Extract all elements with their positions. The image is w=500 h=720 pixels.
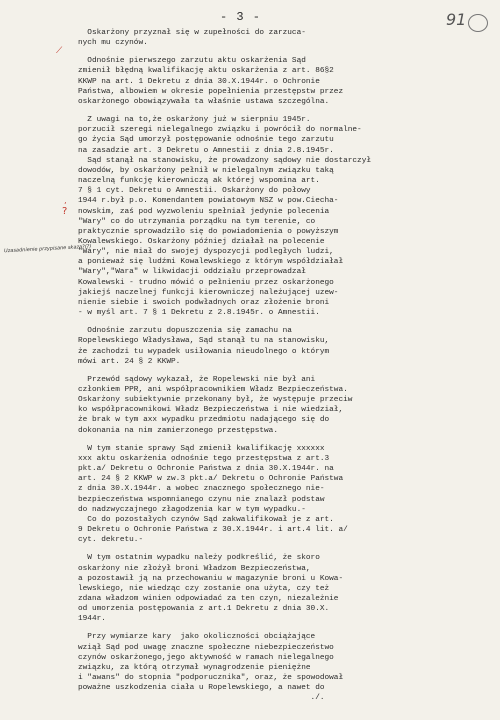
- text-line: Przewód sądowy wykazał, że Ropelewski nie był ani: [78, 375, 316, 384]
- paragraph: [78, 632, 490, 703]
- paragraph: [78, 444, 490, 546]
- paragraph: [78, 28, 490, 48]
- text-line: praktycznie sprowadziło się do powiadomienia o powyższym: [78, 227, 339, 236]
- paragraph: [78, 553, 490, 624]
- text-line: czynów oskarżonego,jego aktywność w ramach nielegalnego: [78, 653, 334, 662]
- text-line: 1944 r.był p.o. Komendantem powiatowym NSZ w pow.Ciecha-: [78, 197, 339, 206]
- text-line: dokonania na nim zamierzonego przestępstwa.: [78, 426, 278, 435]
- text-line: Co do pozostałych czynów Sąd zakwalifikował je z art.: [78, 515, 334, 524]
- text-line: "Wary", nie miał do swojej dyspozycji podległych ludzi,: [78, 248, 334, 257]
- text-line: W tym stanie sprawy Sąd zmienił kwalifikację xxxxxx: [78, 444, 325, 453]
- text-line: 1944r.: [78, 615, 106, 624]
- text-line: oskarżonego obowiązywała ta właśnie ustawa szczególna.: [78, 97, 330, 106]
- handwritten-margin-note: Uzasadnienie przypisane skaza?(?): [3, 243, 92, 255]
- paragraph: [78, 375, 490, 436]
- text-line: a ponieważ się ludźmi Kowalewskiego z którym współdziałał: [78, 258, 344, 267]
- text-line: od umorzenia postępowania z art.1 Dekretu z dnia 30.X.: [78, 605, 330, 614]
- page-number: - 3 -: [220, 10, 262, 24]
- text-line: mówi art. 24 § 2 KKWP.: [78, 357, 181, 366]
- paragraph: [78, 326, 490, 367]
- text-line: 9 Dekretu o Ochronie Państwa z 30.X.1944r. i art.4 lit. a/: [78, 526, 348, 535]
- text-line: na zasadzie art. 3 Dekretu o Amnestii z dnia 2.8.1945r.: [78, 146, 334, 155]
- text-line: naczelną funkcję kierowniczą ak której wspomina art.: [78, 177, 320, 186]
- text-line: Przy wymiarze kary jako okoliczności obciążające: [78, 633, 316, 642]
- text-line: że zachodzi tu wypadek usiłowania nieudolnego o którym: [78, 347, 330, 356]
- text-line: nienie siebie i swoich podwładnych oraz złożenie broni: [78, 298, 330, 307]
- red-pencil-mark: ?: [62, 206, 68, 217]
- text-line: członkiem PPR, ani współpracownikiem Władz Bezpieczeństwa.: [78, 386, 348, 394]
- text-line: z dnia 30.X.1944r. a wobec znacznego społecznego nie-: [78, 485, 325, 494]
- text-line: cyt. dekretu.-: [78, 536, 144, 545]
- text-line: Oskarżony subiektywnie przekonany był, że występuje przeciw: [78, 396, 353, 405]
- typed-text-body: [78, 28, 490, 712]
- text-line: xxx aktu oskarżenia odnośnie tego przestępstwa z art.3: [78, 454, 330, 463]
- text-line: Sąd stanął na stanowisku, że prowadzony sądowy nie dostarczył: [78, 156, 371, 165]
- text-line: jakiejś naczelnej funkcji kierowniczej należującej uzew-: [78, 288, 339, 297]
- paragraph: [78, 56, 490, 107]
- text-line: lewskiego, nie wiedząc czy zostanie ona użyta, czy też: [78, 584, 330, 593]
- text-line: związku, za którą otrzymał wynagrodzenie pieniężne: [78, 663, 311, 672]
- text-line: bezpieczeństwa wspomnianego czynu nie znalazł podstaw: [78, 495, 325, 504]
- text-line: a pozostawił ją na przechowaniu w magazynie broni u Kowa-: [78, 574, 344, 583]
- paragraph: [78, 115, 490, 318]
- text-line: art. 24 § 2 KKWP w zw.3 pkt.a/ Dekretu o Ochronie Państwa: [78, 475, 344, 484]
- text-line: "Wary","Wara" w likwidacji oddziału przeprowadzał: [78, 268, 306, 277]
- text-line: nych mu czynów.: [78, 39, 148, 48]
- text-line: ko współpracownikowi Władz Bezpieczeństwa i nie wiedział,: [78, 406, 344, 415]
- text-line: "Wary" co do utrzymania porządku na tym terenie, co: [78, 217, 316, 226]
- text-line: Państwa, albowiem w okresie popełnienia przestępstw przez: [78, 87, 344, 96]
- text-line: zdana władzom winien odpowiadać za ten czyn, niezależnie: [78, 594, 339, 603]
- red-pencil-mark: ⟋: [56, 46, 63, 56]
- text-line: W tym ostatnim wypadku należy podkreślić, że skoro: [78, 554, 320, 563]
- text-line: - w myśl art. 7 § 1 Dekretu z 2.8.1945r. o Amnestii.: [78, 309, 320, 318]
- text-line: poważne uszkodzenia ciała u Ropelewskiego, a nawet do: [78, 684, 325, 693]
- text-line: porzucił szeregi nielegalnego związku i powrócił do normalne-: [78, 126, 362, 135]
- text-line: Odnośnie zarzutu dopuszczenia się zamachu na: [78, 327, 292, 336]
- text-line: Odnośnie pierwszego zarzutu aktu oskarżenia Sąd: [78, 57, 306, 66]
- text-line: że brak w tym axx wypadku przedmiotu nadającego się do: [78, 416, 330, 425]
- text-line: oskarżony nie złożył broni Władzom Bezpieczeństwa,: [78, 564, 311, 573]
- text-line: go życia Sąd umorzył postępowanie odnośnie tego zarzutu: [78, 136, 334, 145]
- text-line: KKWP na art. 1 Dekretu z dnia 30.X.1944r. o Ochronie: [78, 77, 320, 86]
- text-line: do nadzwyczajnego złagodzenia kar w tym wypadku.-: [78, 505, 306, 514]
- text-line: i "awans" do stopnia "podporucznika", oraz, że spowodował: [78, 674, 344, 683]
- archive-number: 91: [446, 10, 467, 29]
- text-line: Kowalewski - trudno mówić o pełnieniu przez oskarżonego: [78, 278, 334, 287]
- text-line: ./.: [78, 694, 325, 703]
- red-pencil-mark: ‚: [64, 196, 67, 205]
- text-line: dowodów, by oskarżony pełnił w nielegalnym związku taką: [78, 166, 334, 175]
- text-line: zmienił błędną kwalifikację aktu oskarżenia z art. 86§2: [78, 67, 334, 76]
- text-line: 7 § 1 cyt. Dekretu o Amnestii. Oskarżony do połowy: [78, 187, 311, 196]
- text-line: nowskim, zaś pod wyzwoleniu spełniał jedynie polecenia: [78, 207, 330, 216]
- text-line: wziął Sąd pod uwagę znaczne społeczne niebezpieczeństwo: [78, 643, 334, 652]
- text-line: Z uwagi na to,że oskarżony już w sierpniu 1945r.: [78, 116, 311, 125]
- text-line: Kowalewskiego. Oskarżony później działał na polecenie: [78, 237, 325, 246]
- text-line: Oskarżony przyznał się w zupełności do zarzuca-: [78, 29, 306, 37]
- text-line: Ropelewskiego Władysława, Sąd stanął tu na stanowisku,: [78, 337, 330, 346]
- text-line: pkt.a/ Dekretu o Ochronie Państwa z dnia 30.X.1944r. na: [78, 465, 334, 474]
